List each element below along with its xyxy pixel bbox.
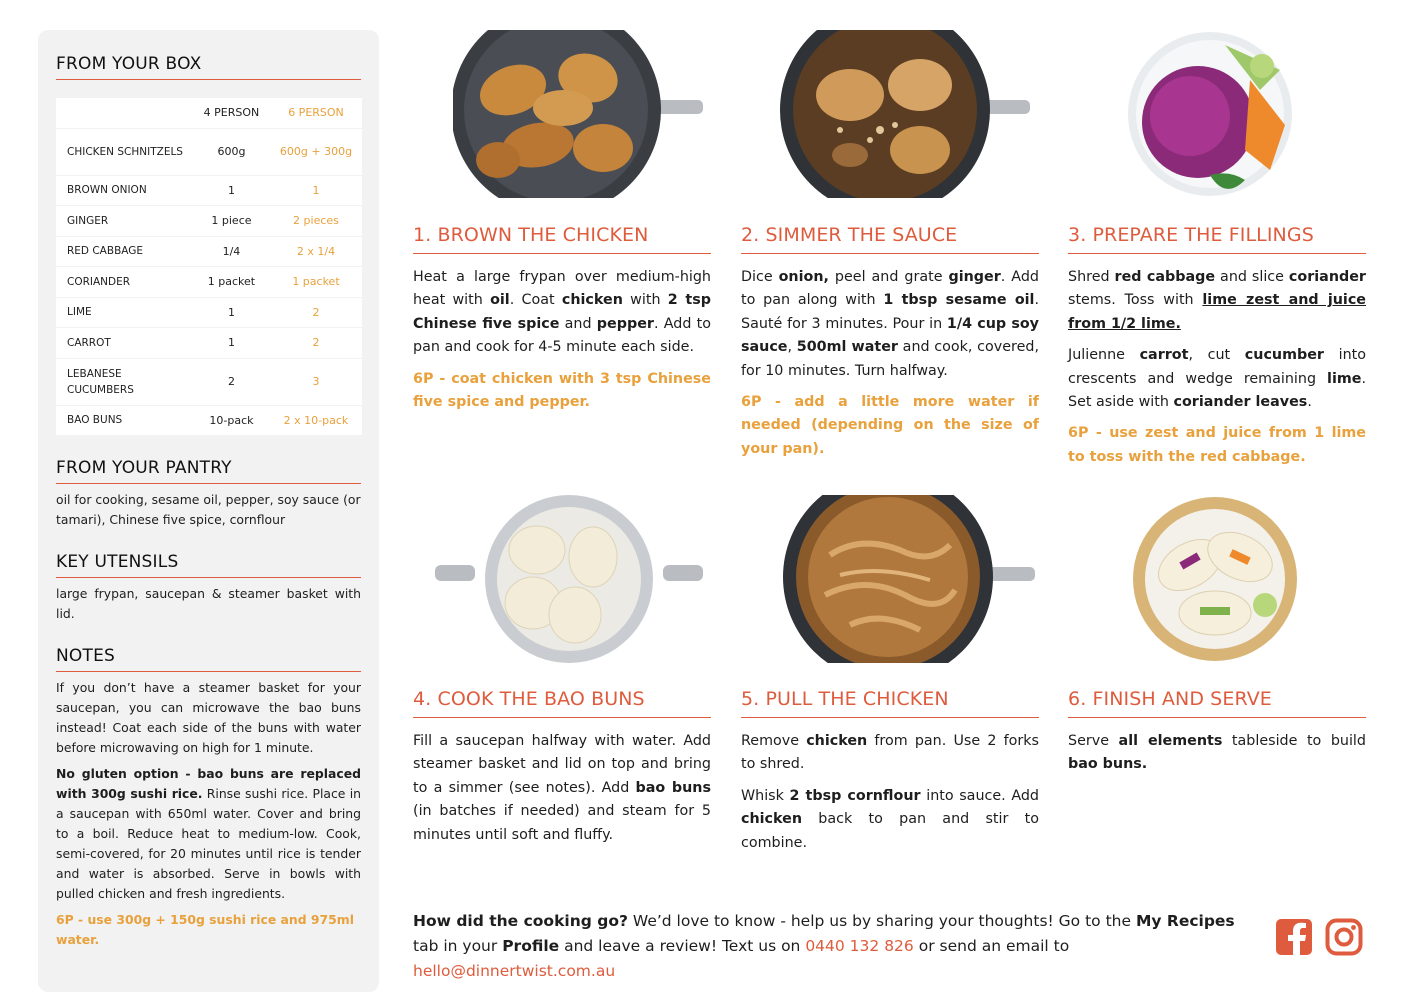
facebook-icon[interactable]: [1275, 918, 1313, 956]
qty-6p: 2: [270, 328, 362, 359]
step-3-text-1: Shred red cabbage and slice coriander stems. Toss with lime zest and juice from 1/2 lime.: [1068, 269, 1366, 332]
footer-question: How did the cooking go?: [413, 912, 628, 930]
notes-paragraph: If you don’t have a steamer basket for your saucepan, you can microwave the bao buns instead! Coat each side of the buns with water before microwaving on high for 1 minute.: [56, 680, 361, 755]
step-6-text: Serve all elements tableside to build bao buns.: [1068, 733, 1366, 773]
qty-6p: 2: [270, 297, 362, 328]
ingredient-name: LIME: [56, 297, 193, 328]
qty-6p: 2 pieces: [270, 206, 362, 237]
sidebar: [38, 30, 379, 992]
step-1: [413, 224, 711, 422]
ingredient-name: CORIANDER: [56, 267, 193, 298]
qty-6p: 1: [270, 175, 362, 206]
step-6: [1068, 688, 1366, 785]
ingredient-name: CARROT: [56, 328, 193, 359]
step-2-title: 2. SIMMER THE SAUCE: [741, 224, 1039, 254]
step-5-title: 5. PULL THE CHICKEN: [741, 688, 1039, 718]
step-5-text-1: Remove chicken from pan. Use 2 forks to shred.: [741, 733, 1039, 773]
step-4-title: 4. COOK THE BAO BUNS: [413, 688, 711, 718]
my-recipes-label: My Recipes: [1135, 912, 1235, 930]
step-4-text: Fill a saucepan halfway with water. Add steamer basket and lid on top and bring to a simmer (see notes). Add bao buns (in batches if needed) and steam for 5 minutes until soft and fluffy.: [413, 733, 711, 843]
qty-6p: 2 x 1/4: [270, 236, 362, 267]
step-1-6p-note: 6P - coat chicken with 3 tsp Chinese five spice and pepper.: [413, 370, 711, 411]
table-row: [56, 297, 362, 328]
feedback-footer: How did the cooking go? We’d love to know - help us by sharing your thoughts! Go to the My Recipes tab in your Profile and leave a review! Text us on 0440 132 826 or send an email to hello@dinnertwist.com.au: [413, 912, 1235, 980]
qty-4p: 1: [193, 175, 270, 206]
table-header-6p: 6 PERSON: [270, 98, 362, 128]
table-row: [56, 267, 362, 298]
notes-section: [56, 646, 361, 950]
utensils-text: large frypan, saucepan & steamer basket with lid.: [56, 586, 361, 621]
step-2: [741, 224, 1039, 469]
qty-6p: 2 x 10-pack: [270, 405, 362, 436]
qty-4p: 600g: [193, 128, 270, 175]
table-row: [56, 328, 362, 359]
qty-4p: 1: [193, 328, 270, 359]
ingredient-name: LEBANESE CUCUMBERS: [56, 358, 193, 405]
qty-6p: 1 packet: [270, 267, 362, 298]
pulled-chicken-frypan-image: [780, 495, 1035, 663]
ingredient-name: RED CABBAGE: [56, 236, 193, 267]
notes-gluten-rest: Rinse sushi rice. Place in a saucepan with 650ml water. Cover and bring to a boil. Reduce heat to medium-low. Cook, semi-covered, for 20 minutes until rice is tender and water is absorbed. Serve in bowls with pulled chicken and fresh ingredients.: [56, 786, 361, 901]
qty-4p: 1/4: [193, 236, 270, 267]
qty-6p: 600g + 300g: [270, 128, 362, 175]
step-3-text-2: Julienne carrot, cut cucumber into crescents and wedge remaining lime. Set aside with coriander leaves.: [1068, 347, 1366, 411]
finished-bao-image: [1130, 495, 1300, 663]
table-row: [56, 405, 362, 436]
table-row: [56, 128, 362, 175]
ingredient-name: BAO BUNS: [56, 405, 193, 436]
bao-steamer-image: [435, 495, 703, 663]
qty-4p: 1: [193, 297, 270, 328]
step-5-text-2: Whisk 2 tbsp cornflour into sauce. Add chicken back to pan and stir to combine.: [741, 787, 1040, 851]
step-3-6p-note: 6P - use zest and juice from 1 lime to toss with the red cabbage.: [1068, 425, 1366, 465]
step-5-body: [741, 730, 1039, 855]
table-row: [56, 175, 362, 206]
qty-4p: 10-pack: [193, 405, 270, 436]
ingredient-name: CHICKEN SCHNITZELS: [56, 128, 193, 175]
utensils-heading: KEY UTENSILS: [56, 552, 361, 578]
qty-4p: 1 piece: [193, 206, 270, 237]
notes-gluten-bold: No gluten option - bao buns are replaced with 300g sushi rice.: [56, 766, 361, 801]
step-3-title: 3. PREPARE THE FILLINGS: [1068, 224, 1366, 254]
step-3: [1068, 224, 1366, 477]
qty-4p: 1 packet: [193, 267, 270, 298]
table-row: [56, 206, 362, 237]
step-4: [413, 688, 711, 855]
step-1-title: 1. BROWN THE CHICKEN: [413, 224, 711, 254]
box-heading: FROM YOUR BOX: [56, 54, 361, 80]
table-header-blank: [56, 98, 193, 128]
instagram-icon[interactable]: [1325, 918, 1363, 956]
step-2-body: [741, 266, 1039, 461]
pantry-section: [56, 458, 361, 530]
step-6-body: [1068, 730, 1366, 777]
step-4-body: [413, 730, 711, 847]
step-3-body: [1068, 266, 1366, 469]
step-2-6p-note: 6P - add a little more water if needed (depending on the size of your pan).: [741, 394, 1039, 457]
table-row: [56, 358, 362, 405]
qty-6p: 3: [270, 358, 362, 405]
pantry-text: oil for cooking, sesame oil, pepper, soy sauce (or tamari), Chinese five spice, cornflour: [56, 492, 361, 527]
step-1-text: Heat a large frypan over medium-high heat with oil. Coat chicken with 2 tsp Chinese five spice and pepper. Add to pan and cook for 4-5 minute each side.: [413, 269, 711, 356]
table-row: [56, 236, 362, 267]
ingredients-table: [56, 98, 362, 436]
notes-gluten-paragraph: [56, 764, 361, 904]
utensils-section: [56, 552, 361, 624]
fillings-bowl-image: [1110, 30, 1310, 198]
email-link[interactable]: hello@dinnertwist.com.au: [413, 962, 616, 980]
sauce-frypan-image: [780, 30, 1030, 198]
table-header-4p: 4 PERSON: [193, 98, 270, 128]
notes-6p: 6P - use 300g + 150g sushi rice and 975ml water.: [56, 912, 354, 947]
notes-heading: NOTES: [56, 646, 361, 672]
step-5: [741, 688, 1039, 863]
step-1-body: [413, 266, 711, 414]
ingredient-name: GINGER: [56, 206, 193, 237]
table-header-row: [56, 98, 362, 128]
pantry-heading: FROM YOUR PANTRY: [56, 458, 361, 484]
phone-link[interactable]: 0440 132 826: [805, 937, 914, 955]
step-6-title: 6. FINISH AND SERVE: [1068, 688, 1366, 718]
chicken-frypan-image: [453, 30, 703, 198]
qty-4p: 2: [193, 358, 270, 405]
ingredient-name: BROWN ONION: [56, 175, 193, 206]
profile-label: Profile: [502, 937, 560, 955]
step-2-text: Dice onion, peel and grate ginger. Add to pan along with 1 tbsp sesame oil. Sauté for 3 minutes. Pour in 1/4 cup soy sauce, 500ml water and cook, covered, for 10 minutes. Turn halfway.: [741, 269, 1039, 379]
